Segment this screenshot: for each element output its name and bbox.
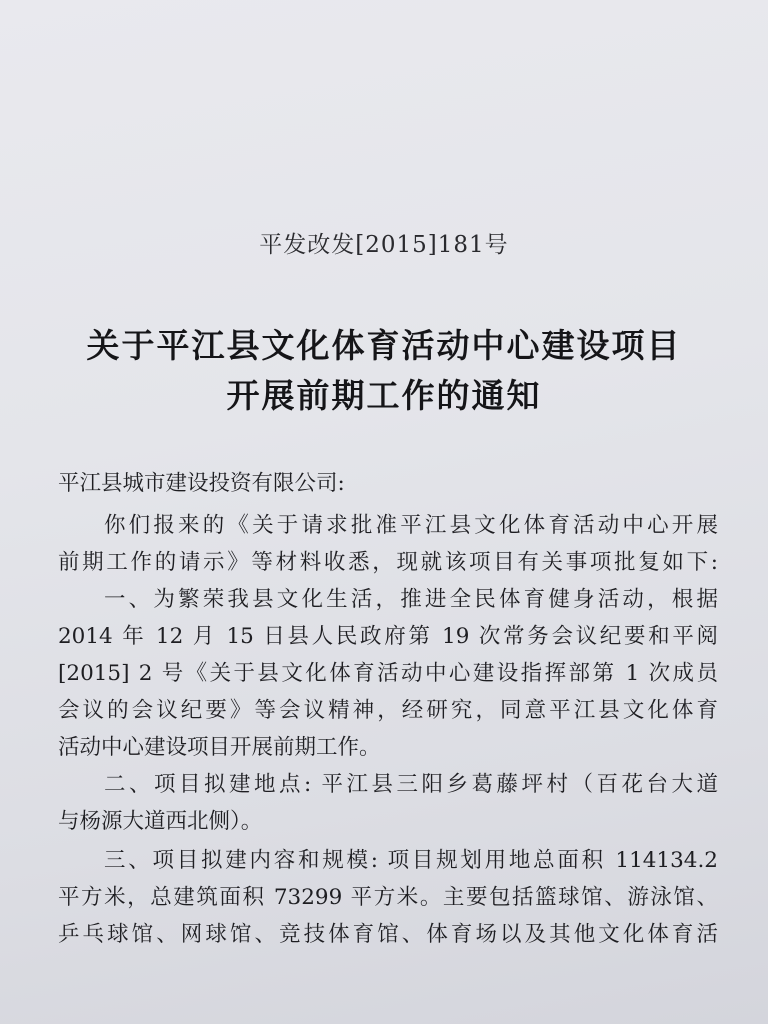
body-line: 你们报来的《关于请求批准平江县文化体育活动中心开展 [104,513,718,538]
addressee: 平江县城市建设投资有限公司: [58,471,345,496]
document-number: 平发改发[2015]181号 [259,232,509,258]
body-line: 活动中心建设项目开展前期工作。 [58,735,381,760]
document-title-line-2: 开展前期工作的通知 [226,376,542,415]
body-line: 二、项目拟建地点: 平江县三阳乡葛藤坪村（百花台大道 [104,772,718,797]
document-title-line-1: 关于平江县文化体育活动中心建设项目 [86,326,682,365]
body-line: 三、项目拟建内容和规模: 项目规划用地总面积 114134.2 [104,848,718,873]
body-line: 一、为繁荣我县文化生活，推进全民体育健身活动，根据 [104,587,718,612]
body-line: 乒乓球馆、网球馆、竞技体育馆、体育场以及其他文化体育活 [58,922,718,947]
body-line: 与杨源大道西北侧）。 [58,809,263,834]
body-line: 2014 年 12 月 15 日县人民政府第 19 次常务会议纪要和平阅 [58,624,718,649]
body-line: 前期工作的请示》等材料收悉，现就该项目有关事项批复如下: [58,550,718,575]
body-line: 平方米，总建筑面积 73299 平方米。主要包括篮球馆、游泳馆、 [58,885,718,910]
body-line: [2015] 2 号《关于县文化体育活动中心建设指挥部第 1 次成员 [58,661,718,686]
body-line: 会议的会议纪要》等会议精神，经研究，同意平江县文化体育 [58,698,718,723]
